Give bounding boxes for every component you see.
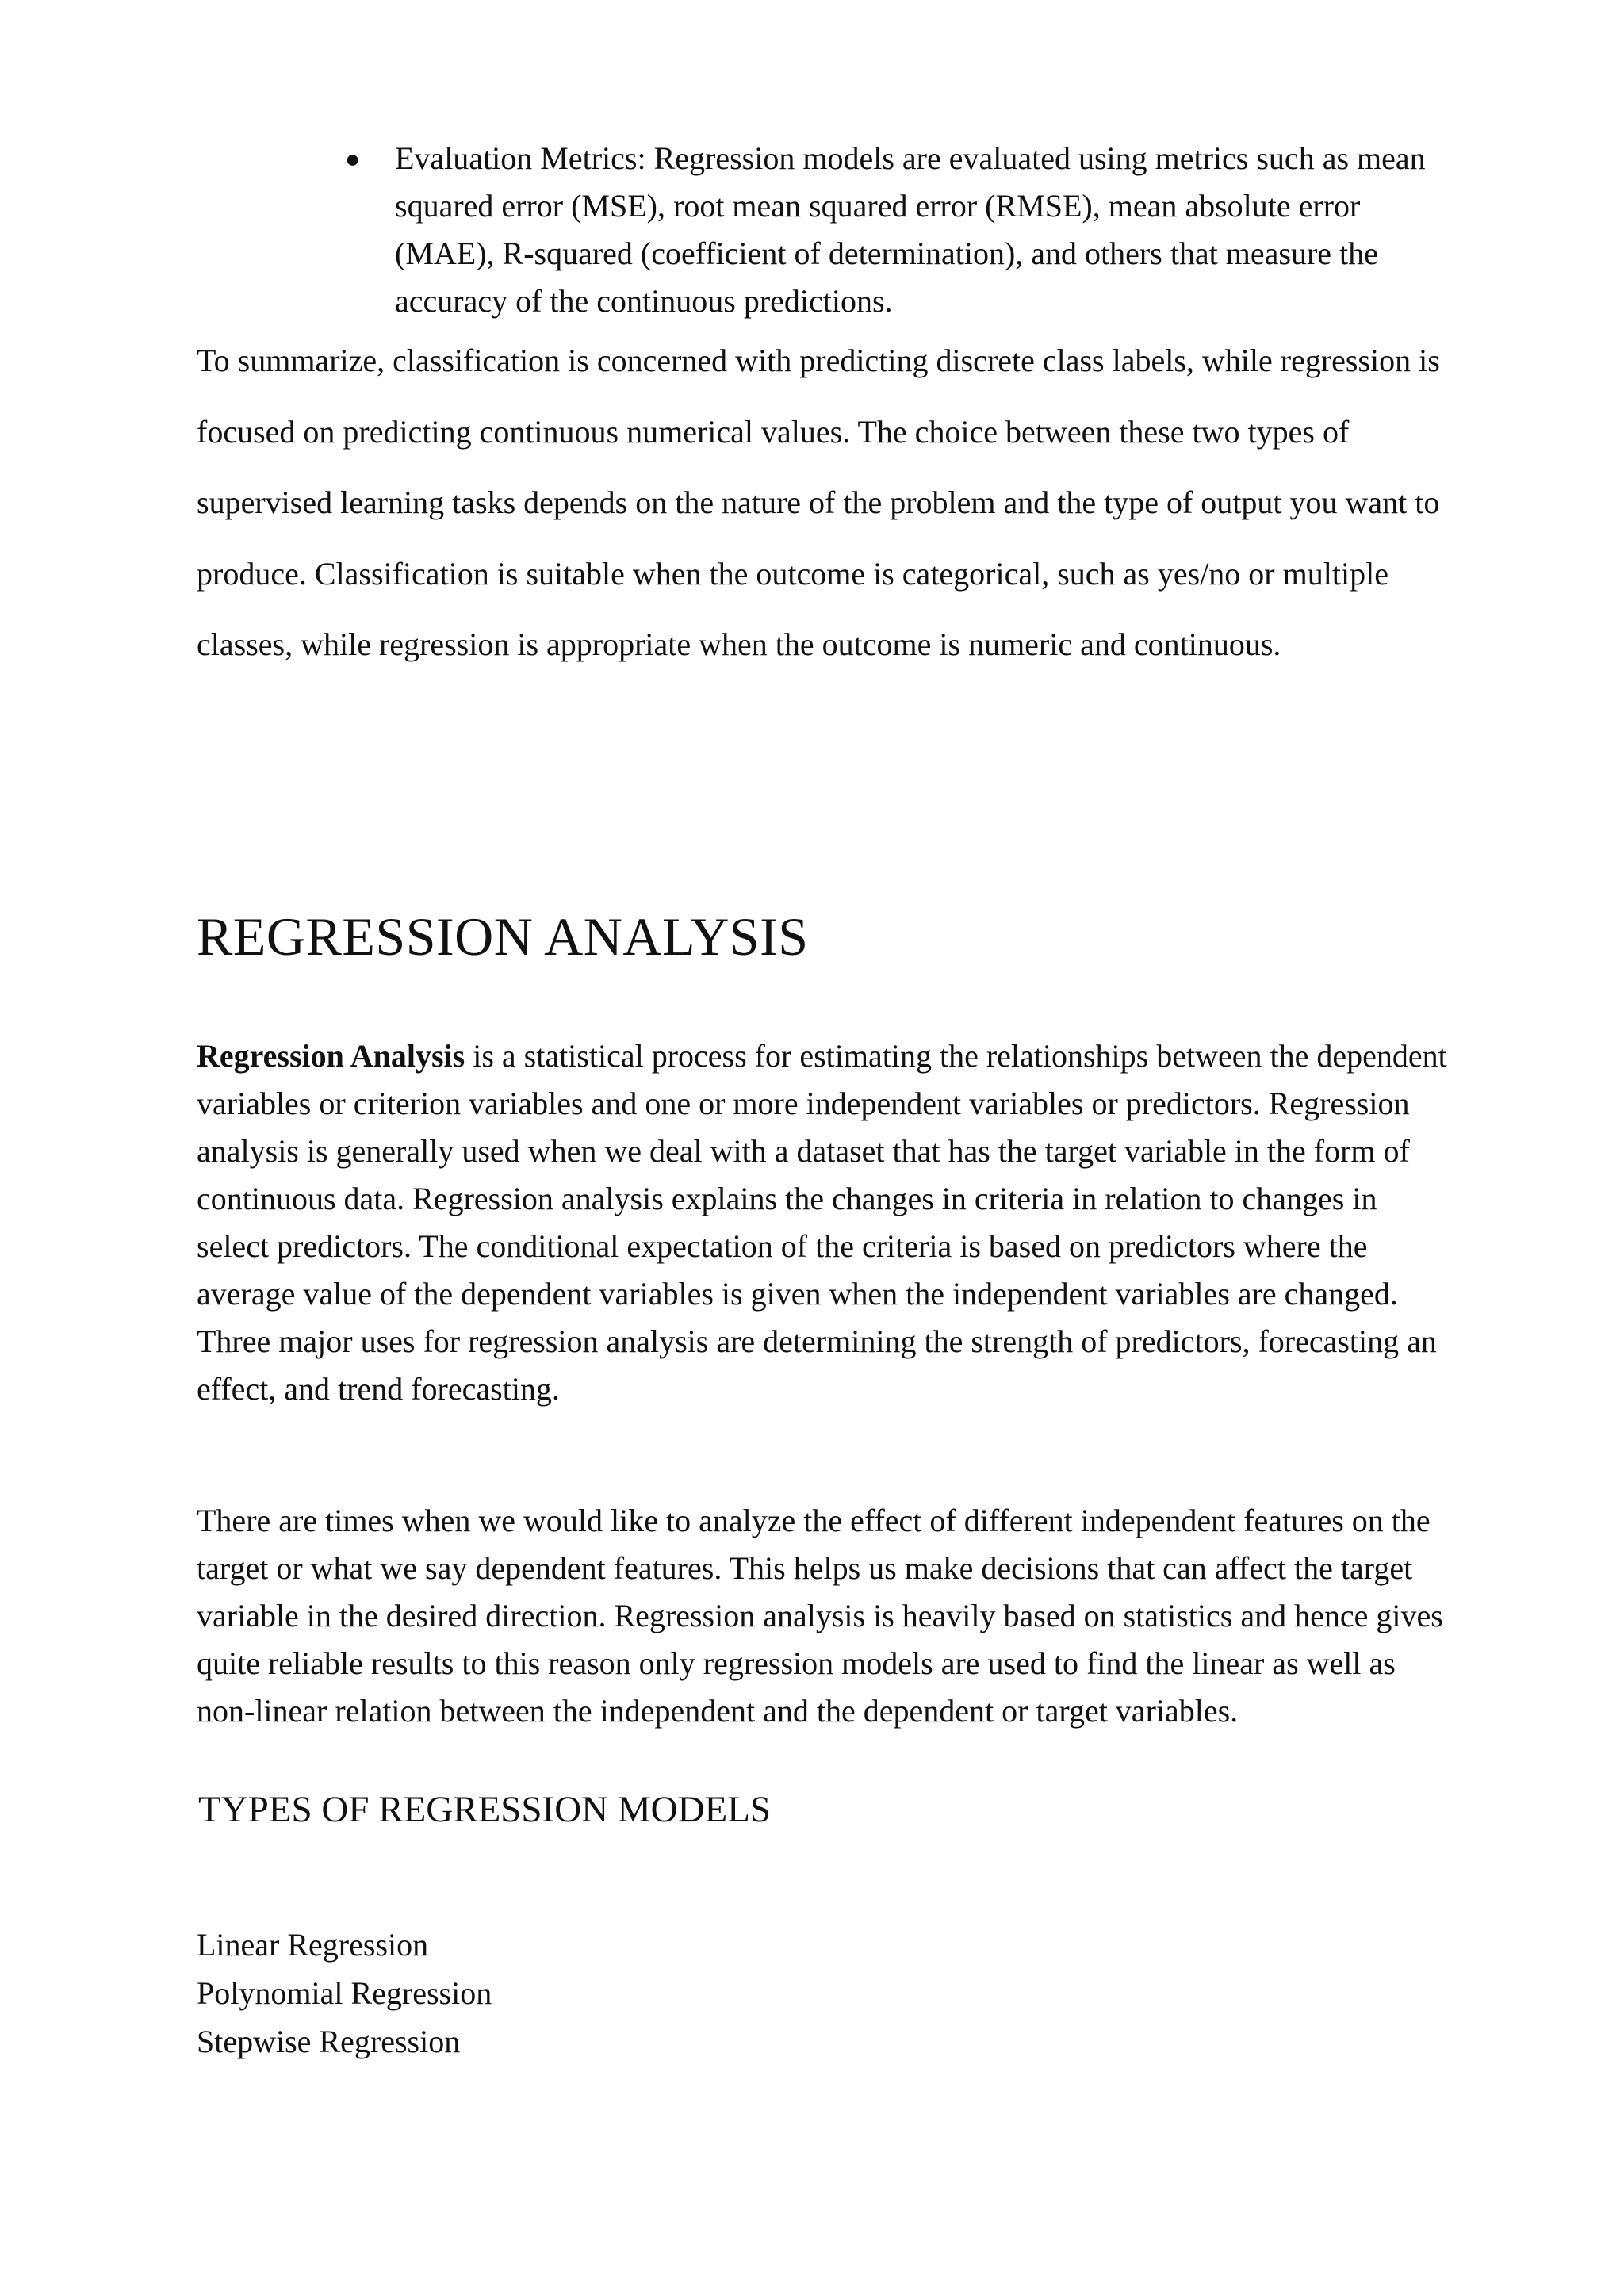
bullet-icon: ● — [345, 144, 361, 173]
paragraph-text: is a statistical process for estimating the relationships between the dependent variables or criterion variables and one or more independent variables or predictors. Regression analysis is generally used when we deal with a dataset that has the target variable in the form of continuous data. Regression analysis explains the changes in criteria in relation to changes in select predictors. The conditional expectation of the criteria is based on predictors where the average value of the dependent variables is given when the independent variables are changed. Three major uses for regression analysis are determining the strength of predictors, forecasting an effect, and trend forecasting. — [197, 1038, 1447, 1407]
list-item: Linear Regression — [197, 1927, 429, 1963]
effect-analysis-paragraph: There are times when we would like to analyze the effect of different independent features on the target or what we say dependent features. This helps us make decisions that can affect the target variable in the desired direction. Regression analysis is heavily based on statistics and hence gives quite reliable results to this reason only regression models are used to find the linear as well as non-linear relation between the independent and the dependent or target variables. — [197, 1503, 1443, 1729]
list-item: Polynomial Regression — [197, 1975, 492, 2011]
regression-models-list — [197, 1921, 492, 2066]
bold-term: Regression Analysis — [197, 1038, 465, 1074]
regression-analysis-paragraph — [197, 1032, 1450, 1413]
bullet-item-evaluation-metrics — [345, 135, 1426, 325]
subsection-heading: TYPES OF REGRESSION MODELS — [198, 1789, 772, 1830]
section-heading: REGRESSION ANALYSIS — [197, 906, 809, 967]
bullet-text: Evaluation Metrics: Regression models are evaluated using metrics such as mean squared error (MSE), root mean squared error (RMSE), mean absolute error (MAE), R-squared (coefficient of determination), and others that measure the accuracy of the continuous predictions. — [395, 140, 1426, 319]
list-item: Stepwise Regression — [197, 2024, 461, 2059]
summary-paragraph: To summarize, classification is concerned with predicting discrete class labels, while regression is focused on predicting continuous numerical values. The choice between these two types of supervised learning tasks depends on the nature of the problem and the type of output you want to produce. Classification is suitable when the outcome is categorical, such as yes/no or multiple classes, while regression is appropriate when the outcome is numeric and continuous. — [197, 343, 1440, 662]
